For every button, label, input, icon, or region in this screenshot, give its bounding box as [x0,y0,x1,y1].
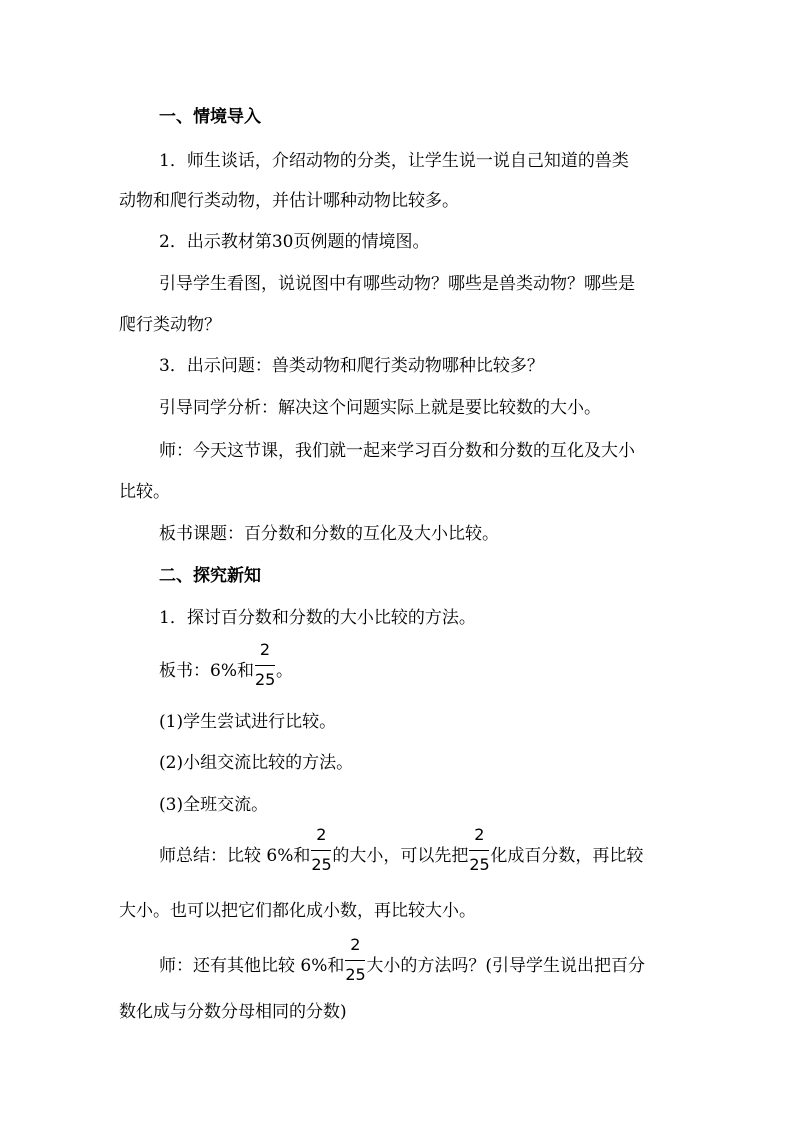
board-suffix: 。 [275,661,293,681]
paragraph-5: 引导同学分析：解决这个问题实际上就是要比较数的大小。 [159,398,601,418]
paragraph-7: 板书课题：百分数和分数的互化及大小比较。 [159,524,499,544]
fraction-2-25 [254,639,276,689]
question-line-2: 数化成与分数分母相同的分数) [119,1002,347,1022]
summary-part-b: 的大小，可以先把 [332,846,469,866]
step-2: (2)小组交流比较的方法。 [159,753,354,773]
fraction-numerator: 2 [259,639,271,659]
section-2-heading: 二、探究新知 [159,566,261,586]
fraction-numerator: 2 [474,824,485,844]
question-part-a: 师：还有其他比较 6%和 [159,956,345,976]
fraction-2-25 [345,934,366,984]
board-line [159,639,293,689]
summary-part-c: 化成百分数，再比较 [490,846,644,866]
question-line-1 [159,934,646,984]
section-2-paragraph-1: 1．探讨百分数和分数的大小比较的方法。 [159,608,476,628]
paragraph-1-line-1: 1．师生谈话，介绍动物的分类，让学生说一说自己知道的兽类 [159,151,629,171]
paragraph-4: 3．出示问题：兽类动物和爬行类动物哪种比较多？ [159,356,544,376]
fraction-bar [469,850,489,851]
fraction-denominator: 25 [311,854,332,874]
board-prefix: 板书：6%和 [159,661,254,681]
fraction-denominator: 25 [254,669,276,689]
fraction-bar [255,665,275,666]
summary-line-2: 大小。也可以把它们都化成小数，再比较大小。 [119,901,476,921]
fraction-denominator: 25 [469,854,490,874]
section-1-heading: 一、情境导入 [159,107,261,127]
fraction-numerator: 2 [316,824,327,844]
paragraph-2: 2．出示教材第30页例题的情境图。 [159,232,430,252]
fraction-bar [311,850,331,851]
question-part-b: 大小的方法吗？(引导学生说出把百分 [366,956,646,976]
paragraph-3-line-1: 引导学生看图，说说图中有哪些动物？哪些是兽类动物？哪些是 [159,274,635,294]
step-1: (1)学生尝试进行比较。 [159,712,337,732]
fraction-numerator: 2 [350,934,361,954]
step-3: (3)全班交流。 [159,795,269,815]
paragraph-1-line-2: 动物和爬行类动物，并估计哪种动物比较多。 [119,191,459,211]
fraction-2-25 [311,824,332,874]
fraction-bar [345,960,365,961]
summary-line-1 [159,824,644,874]
fraction-2-25 [469,824,490,874]
fraction-denominator: 25 [345,964,366,984]
paragraph-3-line-2: 爬行类动物？ [119,315,221,335]
paragraph-6-line-2: 比较。 [119,482,170,502]
paragraph-6-line-1: 师：今天这节课，我们就一起来学习百分数和分数的互化及大小 [159,441,635,461]
summary-part-a: 师总结：比较 6%和 [159,846,311,866]
